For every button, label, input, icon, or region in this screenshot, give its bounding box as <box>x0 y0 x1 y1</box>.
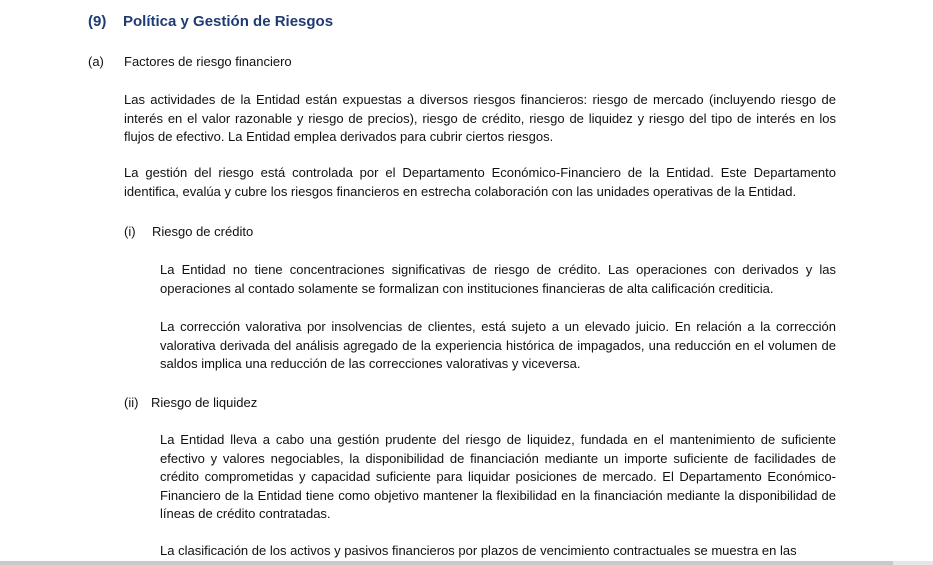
subsection-i-title: Riesgo de crédito <box>152 224 254 239</box>
subsection-a-title: Factores de riesgo financiero <box>124 54 292 69</box>
paragraph-valuation-correction: La corrección valorativa por insolvencias de clientes, está sujeto a un elevado juicio. En relación a la corrección valorativa derivada del análisis agregado de la experiencia histórica de impagados, una reducción en el volumen de saldos implica una reducción de las correcciones valorativas y viceversa. <box>160 319 836 371</box>
subsection-ii-heading <box>124 394 257 412</box>
paragraph-liquidity-management: La Entidad lleva a cabo una gestión prudente del riesgo de liquidez, fundada en el mantenimiento de suficiente efectivo y valores negociables, la disponibilidad de financiación mediante un importe suficiente de facilidades de crédito comprometidas y capacidad suficiente para liquidar posiciones de mercado. El Departamento Económico-Financiero de la Entidad tiene como objetivo mantener la flexibilidad en la financiación mediante la disponibilidad de líneas de crédito contratadas. <box>160 432 836 521</box>
subsection-i-number: (i) <box>124 224 136 239</box>
scrollbar-track[interactable] <box>893 561 933 565</box>
paragraph-maturity-classification: La clasificación de los activos y pasivos financieros por plazos de vencimiento contractuales se muestra en las <box>160 543 797 558</box>
section-number: (9) <box>88 13 107 30</box>
section-heading <box>88 11 333 33</box>
subsection-i-heading <box>124 223 253 241</box>
subsection-a-heading <box>88 53 292 71</box>
paragraph-financial-risks: Las actividades de la Entidad están expuestas a diversos riesgos financieros: riesgo de mercado (incluyendo riesgo de interés en el valor razonable y riesgo de precios), riesgo de crédito, riesgo de liquidez y riesgo del tipo de interés en los flujos de efectivo. La Entidad emplea derivados para cubrir ciertos riesgos. <box>124 92 836 144</box>
subsection-ii-title: Riesgo de liquidez <box>151 395 258 410</box>
paragraph-risk-management: La gestión del riesgo está controlada por el Departamento Económico-Financiero de la Entidad. Este Departamento identifica, evalúa y cubre los riesgos financieros en estrecha colaboración con las unidades operativas de la Entidad. <box>124 165 836 199</box>
subsection-ii-number: (ii) <box>124 395 139 410</box>
section-title: Política y Gestión de Riesgos <box>123 13 334 30</box>
paragraph-credit-concentration: La Entidad no tiene concentraciones significativas de riesgo de crédito. Las operaciones con derivados y las operaciones al contado solamente se formalizan con instituciones financieras de alta calificación crediticia. <box>160 262 836 296</box>
subsection-a-number: (a) <box>88 54 104 69</box>
horizontal-scrollbar[interactable] <box>0 561 933 565</box>
